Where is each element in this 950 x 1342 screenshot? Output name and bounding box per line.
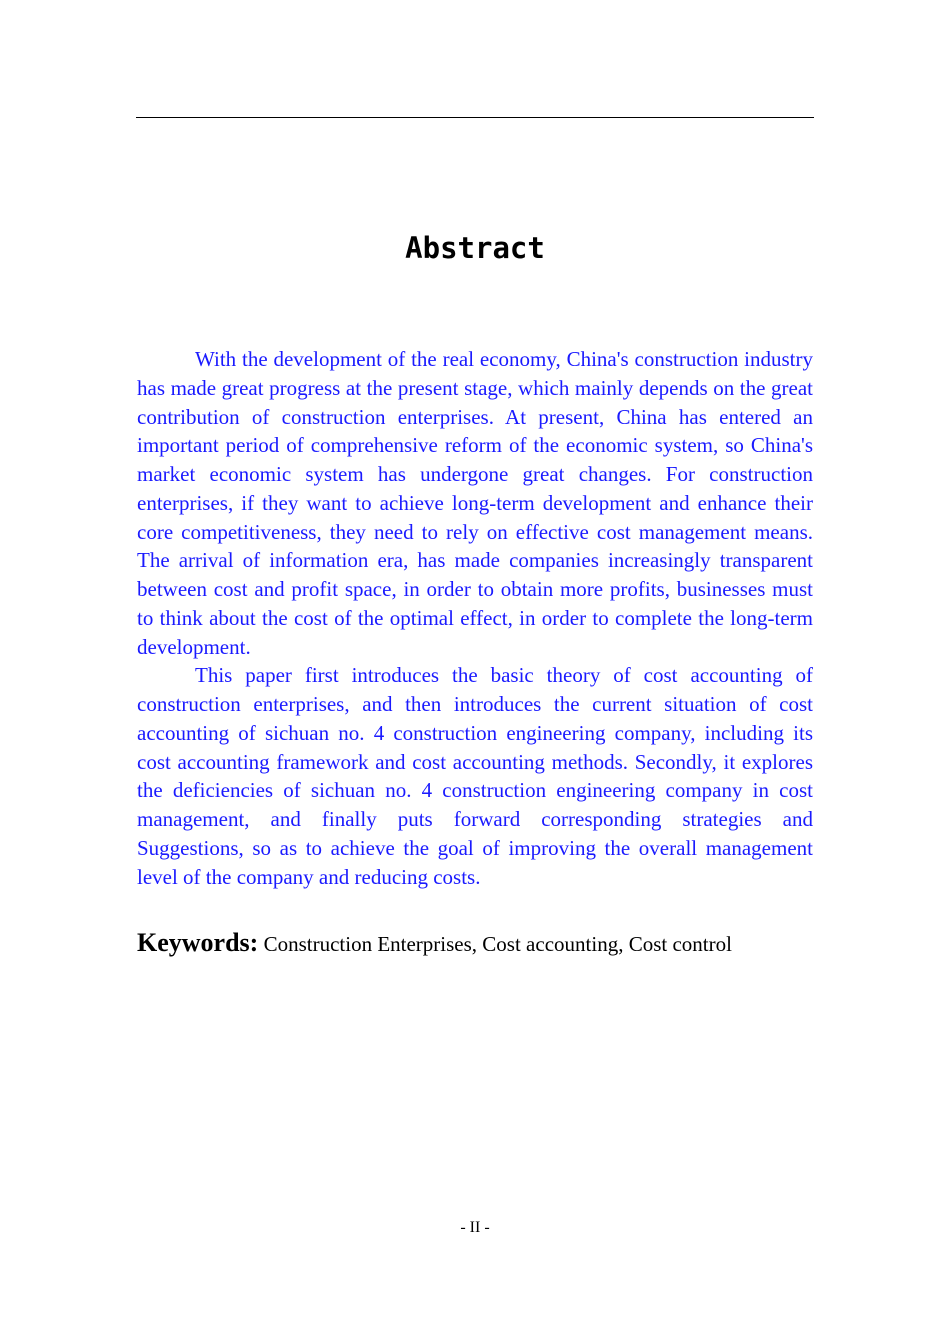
keywords-line (137, 926, 813, 961)
abstract-title: Abstract (405, 231, 545, 265)
keywords-value: Construction Enterprises, Cost accounting, Cost control (263, 932, 732, 956)
abstract-paragraph: With the development of the real economy, China's construction industry has made great progress at the present stage, which mainly depends on the great contribution of construction enterprises. At present, China has entered an important period of comprehensive reform of the economic system, so China's market economic system has undergone great changes. For construction enterprises, if they want to achieve long-term development and enhance their core competitiveness, they need to rely on effective cost management means. The arrival of information era, has made companies increasingly transparent between cost and profit space, in order to obtain more profits, businesses must to think about the cost of the optimal effect, in order to complete the long-term development. (137, 347, 813, 659)
page-number: - II - (460, 1219, 490, 1236)
keywords-label: Keywords: (137, 928, 259, 957)
abstract-body (137, 345, 813, 891)
abstract-paragraph: This paper first introduces the basic theory of cost accounting of construction enterprises, and then introduces the current situation of cost accounting of sichuan no. 4 construction engineering company, including its cost accounting framework and cost accounting methods. Secondly, it explores the deficiencies of sichuan no. 4 construction engineering company in cost management, and finally puts forward corresponding strategies and Suggestions, so as to achieve the goal of improving the overall management level of the company and reducing costs. (137, 663, 813, 889)
header-rule (136, 117, 814, 118)
